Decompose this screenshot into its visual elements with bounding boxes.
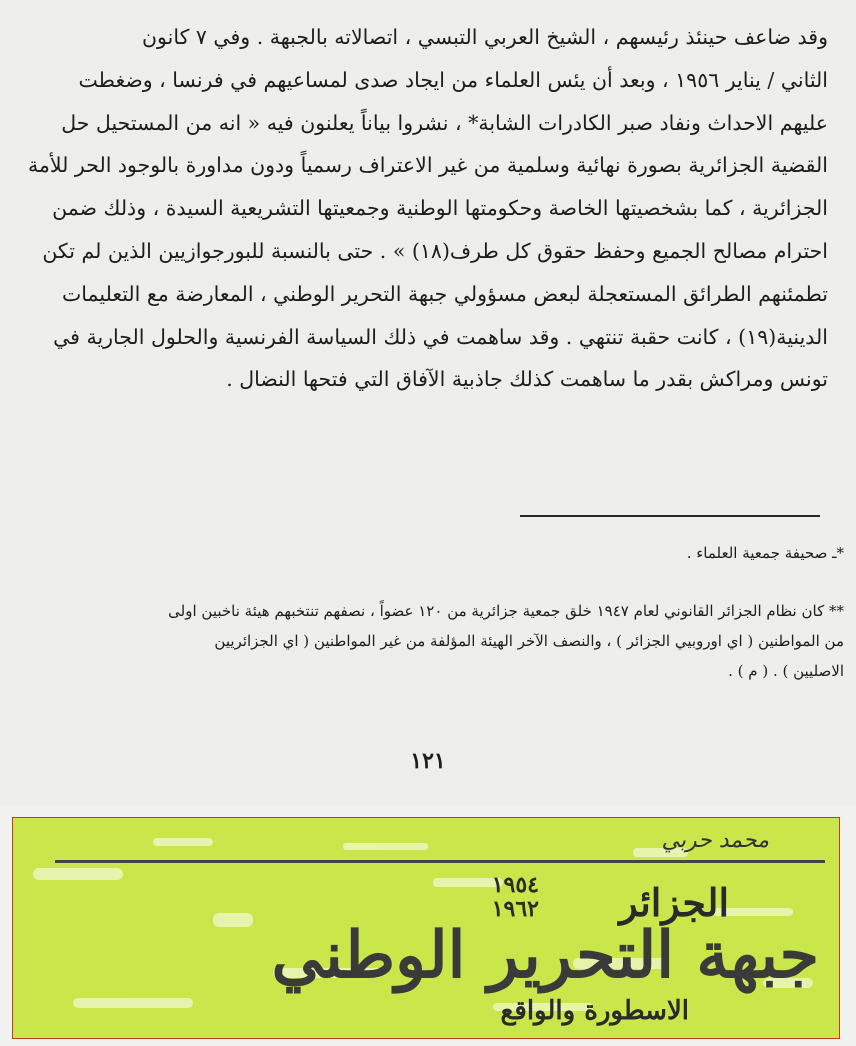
body-line: القضية الجزائرية بصورة نهائية وسلمية من غير الاعتراف رسمياً ودون مداورة بالوجود الحر للأمة [28,153,828,178]
footnote-2-line: الاصليين ) . ( م ) . [728,662,844,680]
body-line: الجزائرية ، كما بشخصيتها الخاصة وحكومتها الوطنية وجمعيتها التشريعية السيدة ، وذلك ضمن [52,196,828,221]
footnote-2-line: ** كان نظام الجزائر القانوني لعام ١٩٤٧ خلق جمعية جزائرية من ١٢٠ عضواً ، نصفهم تنتخبهم هيئة ناخبين اولى [168,602,844,620]
cover-title: جبهة التحرير الوطني [271,918,819,993]
cover-country: الجزائر [619,880,729,925]
footnote-1: *ـ صحيفة جمعية العلماء . [686,544,844,562]
footnote-2-line: من المواطنين ( اي اوروبيي الجزائر ) ، والنصف الآخر الهيئة المؤلفة من غير المواطنين ( اي الجزائريين [214,632,844,650]
cover-subtitle: الاسطورة والواقع [500,996,689,1026]
body-line: احترام مصالح الجميع وحفظ حقوق كل طرف(١٨) » . حتى بالنسبة للبورجوازيين الذين لم تكن [42,238,828,263]
body-line: وقد ضاعف حينئذ رئيسهم ، الشيخ العربي التبسي ، اتصالاته بالجبهة . وفي ٧ كانون [141,25,828,49]
cover-author-rule [55,860,825,863]
book-cover [12,817,840,1039]
body-line: عليهم الاحداث ونفاد صبر الكادرات الشابة* ، نشروا بياناً يعلنون فيه « انه من المستحيل حل [61,110,828,135]
body-line: تطمئنهم الطرائق المستعجلة لبعض مسؤولي جبهة التحرير الوطني ، المعارضة مع التعليمات [61,281,828,306]
footnote-spacer [28,568,844,596]
body-text [28,16,828,401]
body-line: تونس ومراكش بقدر ما ساهمت كذلك جاذبية الآفاق التي فتحها النضال . [226,367,828,392]
cover-years [492,873,539,921]
cover-year-end: ١٩٦٢ [491,896,539,922]
body-line: الثاني / يناير ١٩٥٦ ، وبعد أن يئس العلماء من ايجاد صدى لمساعيهم في فرنسا ، وضغطت [78,67,828,92]
footnotes [28,538,844,686]
page-number: ١٢١ [410,748,446,774]
body-line: الدينية(١٩) ، كانت حقبة تنتهي . وقد ساهمت في ذلك السياسة الفرنسية والحلول الجارية في [53,324,828,349]
cover-year-start: ١٩٥٤ [491,872,539,898]
cover-author: محمد حربي [661,828,769,853]
footnote-divider [520,515,820,517]
